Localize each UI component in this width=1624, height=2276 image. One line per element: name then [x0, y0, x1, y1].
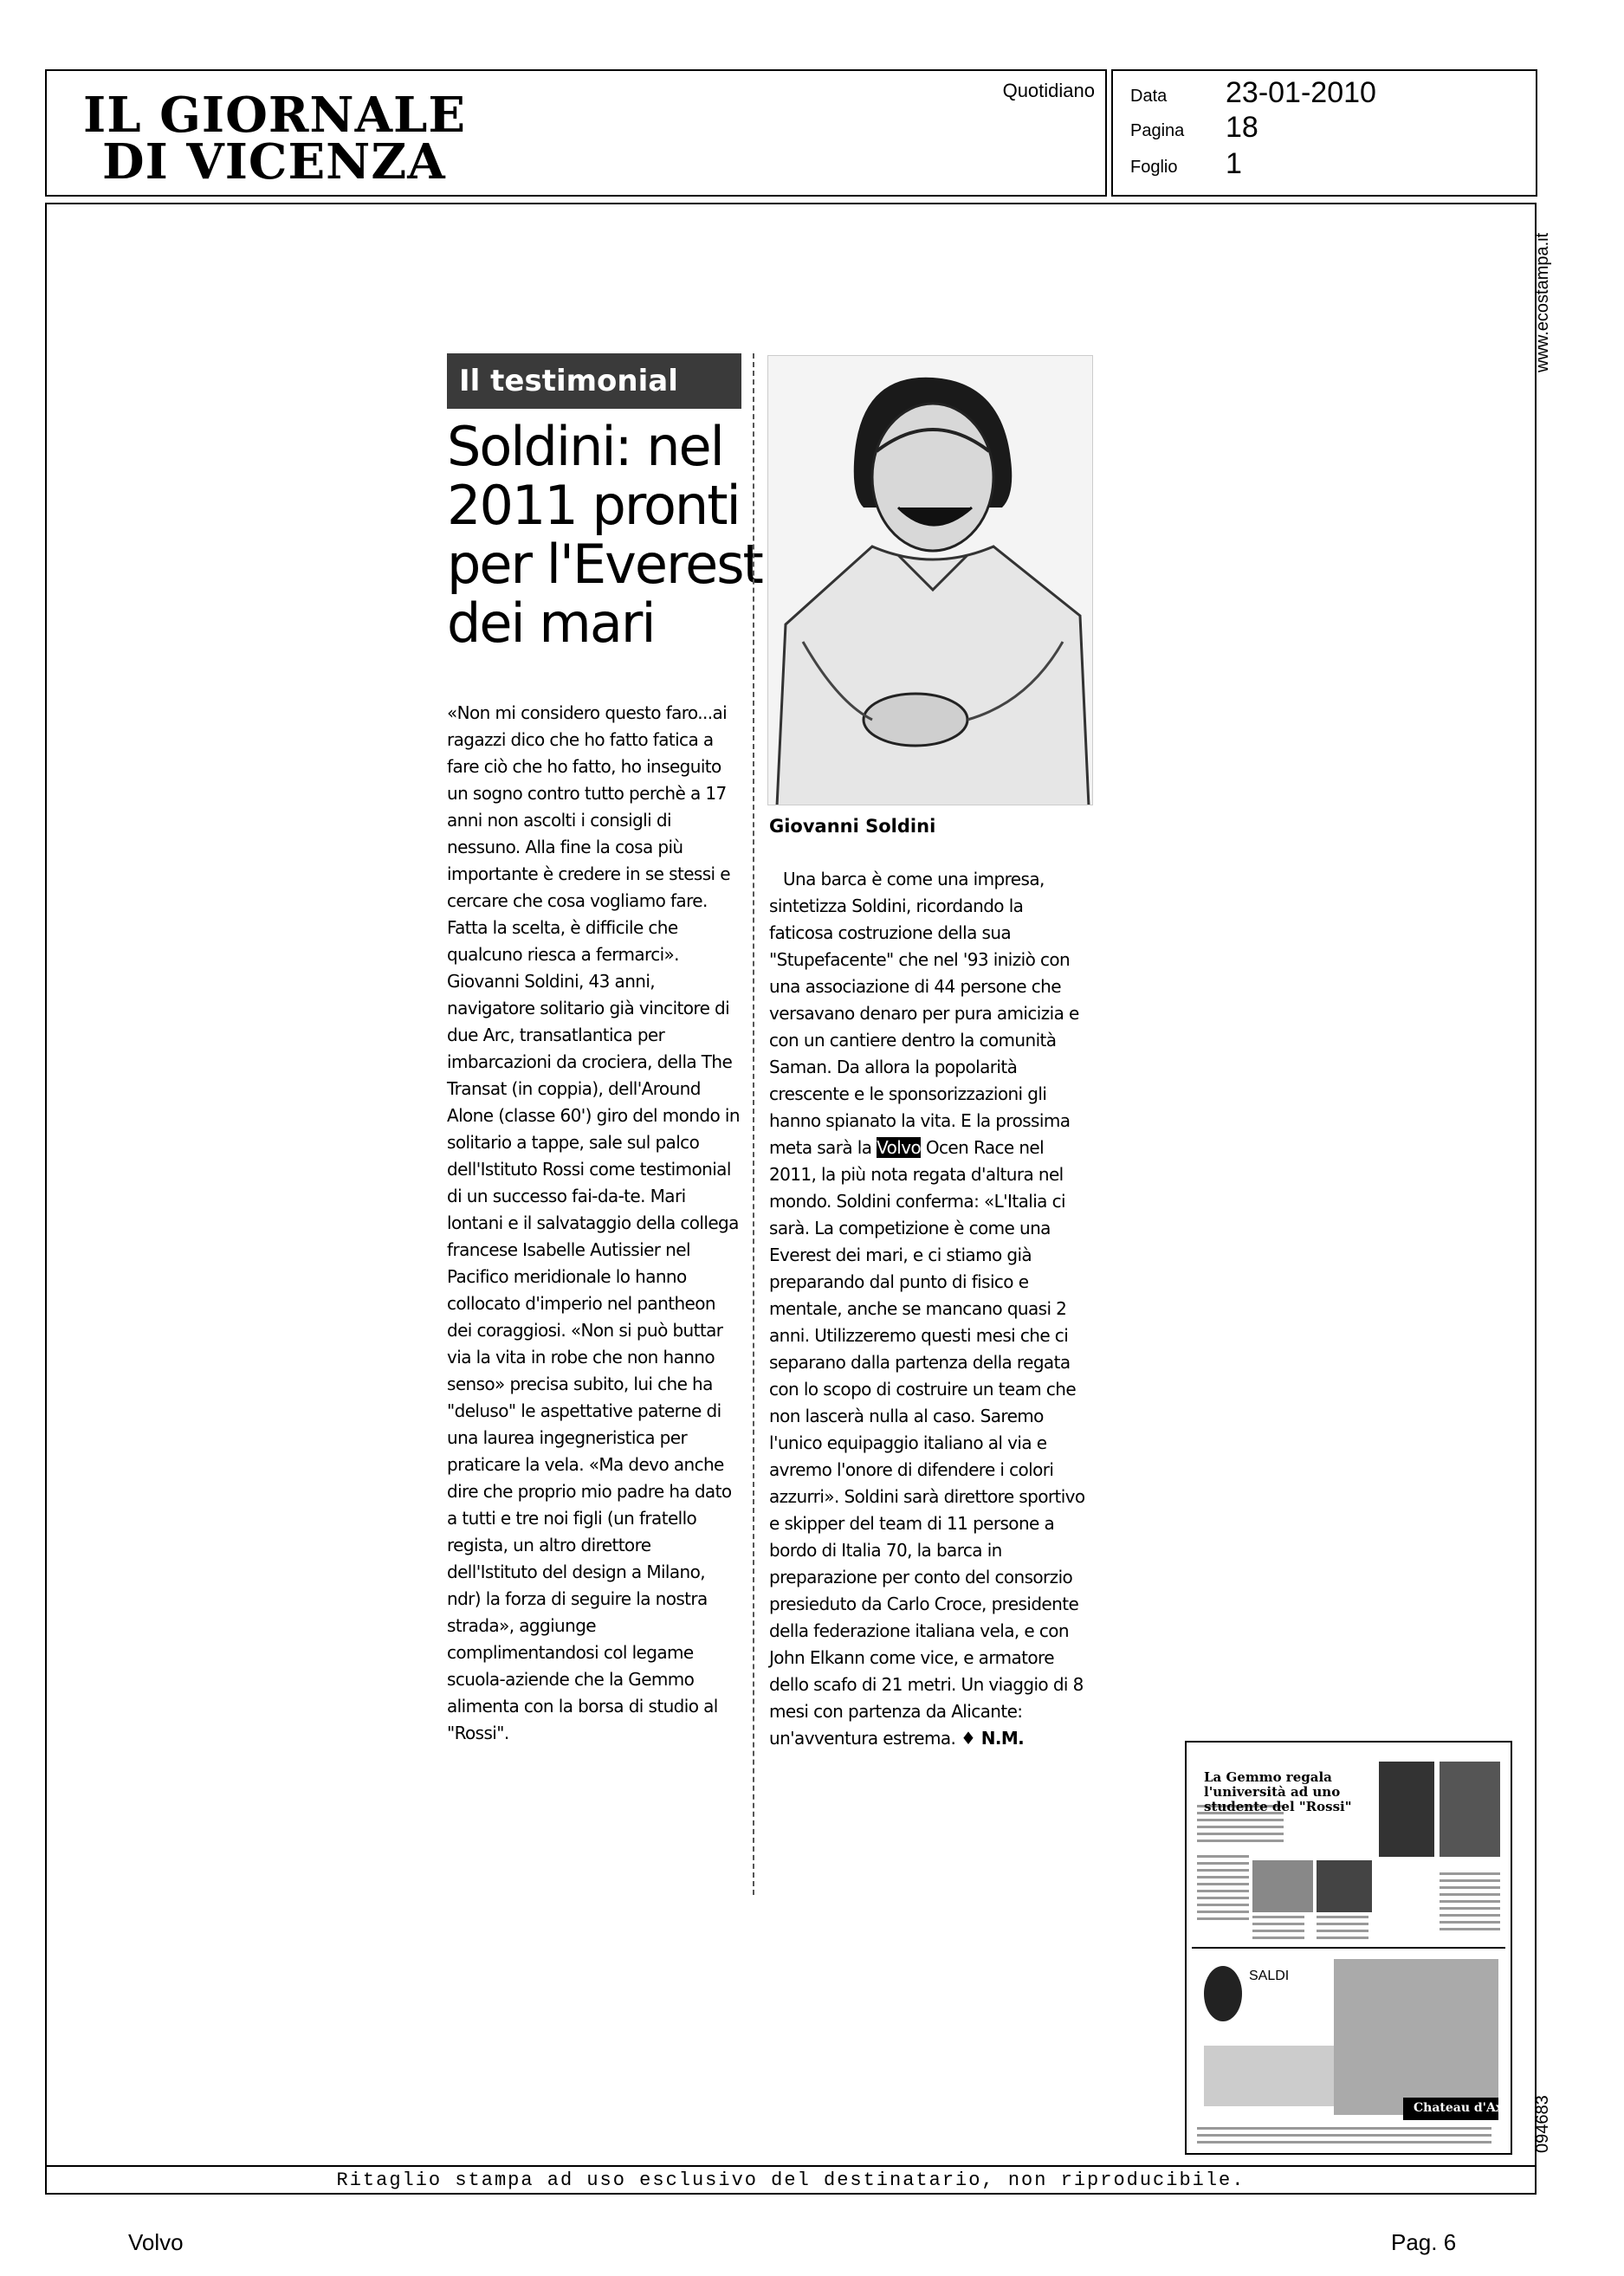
thumbnail-ad-title: SALDI: [1249, 1969, 1290, 1983]
masthead-box: [45, 69, 1107, 197]
newspaper-masthead: [83, 87, 467, 191]
article-headline: Soldini: nel 2011 pronti per l'Everest dei mari: [447, 415, 762, 655]
col2-text-part-1: Una barca è come una impresa, sintetizza Soldini, ricordando la faticosa costruzione della sua "Stupefacente" che nel '93 iniziò con una associazione di 44 persone che versavano denaro per pura amicizia e con un cantiere dentro la comunità Saman. Da allora la popolarità crescente e le sponsorizzazioni gli hanno spianato la vita. E la prossima meta sarà la: [769, 869, 1079, 1158]
masthead-line-2: DI VICENZA: [102, 133, 446, 191]
article-column-2: [769, 866, 1090, 1752]
author-signature: ♦ N.M.: [961, 1728, 1025, 1749]
page-thumbnail: [1185, 1741, 1512, 2155]
foglio-label: Foglio: [1130, 158, 1178, 177]
data-label: Data: [1130, 87, 1168, 106]
article-kicker: Il testimonial: [447, 353, 741, 409]
copyright-notice: Ritaglio stampa ad uso esclusivo del destinatario, non riproducibile.: [336, 2169, 1245, 2191]
side-code: 094683: [1533, 2095, 1552, 2153]
thumbnail-headline: La Gemmo regala l'università ad uno studente del "Rossi": [1204, 1769, 1352, 1814]
highlighted-keyword: Volvo: [877, 1137, 922, 1158]
foglio-value: 1: [1226, 147, 1242, 180]
pagina-label: Pagina: [1130, 121, 1185, 140]
pagina-value: 18: [1226, 111, 1258, 144]
portrait-photo: [767, 355, 1093, 805]
footer-keyword: Volvo: [128, 2229, 184, 2255]
footer-divider: [45, 2165, 1537, 2167]
footer-page-number: Pag. 6: [1391, 2229, 1457, 2255]
column-divider: [753, 353, 754, 1895]
article-column-1: «Non mi considero questo faro...ai ragazzi dico che ho fatto fatica a fare ciò che ho fatto, ho inseguito un sogno contro tutto perchè a 17 anni non ascolti i consigli di nessuno. Alla fine la cosa più importante è credere in se stessi e cercare che cosa vogliamo fare. Fatta la scelta, è difficile che qualcuno riesca a fermarci». Giovanni Soldini, 43 anni, navigatore solitario già vincitore di due Arc, transatlantica per imbarcazioni da crociera, della The Transat (in coppia), dell'Around Alone (classe 60') giro del mondo in solitario a tappe, sale sul palco dell'Istituto Rossi come testimonial di un successo fai-da-te. Mari lontani e il salvataggio della collega francese Isabelle Autissier nel Pacifico meridionale lo hanno collocato d'imperio nel pantheon dei coraggiosi. «Non si può buttar via la vita in robe che non hanno senso» precisa subito, lui che ha "deluso" le aspettative paterne di una laurea ingegneristica per praticare la vela. «Ma devo anche dire che proprio mio padre ha dato a tutti e tre noi figli (un fratello regista, un altro direttore dell'Istituto del design a Milano, ndr) la forza di seguire la nostra strada», aggiunge complimentandosi col legame scuola-aziende che la Gemmo alimenta con la borsa di studio al "Rossi".: [447, 702, 740, 1743]
data-value: 23-01-2010: [1226, 76, 1376, 109]
portrait-illustration: [768, 356, 1093, 805]
photo-caption: Giovanni Soldini: [769, 816, 936, 837]
side-url: www.ecostampa.it: [1533, 232, 1552, 372]
publication-type: Quotidiano: [1002, 80, 1095, 101]
masthead-line-1: IL GIORNALE: [83, 87, 467, 144]
col2-text-part-2: Ocen Race nel 2011, la più nota regata d'altura nel mondo. Soldini conferma: «L'Italia ci sarà. La competizione è come una Everest dei mari, e ci stiamo già preparando dal punto di fisico e mentale, anche se mancano quasi 2 anni. Utilizzeremo questi mesi che ci separano dalla partenza della regata con lo scopo di costruire un team che non lascerà nulla al caso. Saremo l'unico equipaggio italiano al via e avremo l'onore di difendere i colori azzurri». Soldini sarà direttore sportivo e skipper del team di 11 persone a bordo di Italia 70, la barca in preparazione per conto del consorzio presieduto da Carlo Croce, presidente della federazione italiana vela, e con John Elkann come vice, e armatore dello scafo di 21 metri. Un viaggio di 8 mesi con partenza da Alicante: un'avventura estrema.: [769, 1137, 1085, 1749]
thumbnail-ad-brand: Chateau d'Ax: [1414, 2101, 1504, 2115]
meta-box: [1111, 69, 1537, 197]
article-column-2-text: [769, 866, 1090, 1752]
